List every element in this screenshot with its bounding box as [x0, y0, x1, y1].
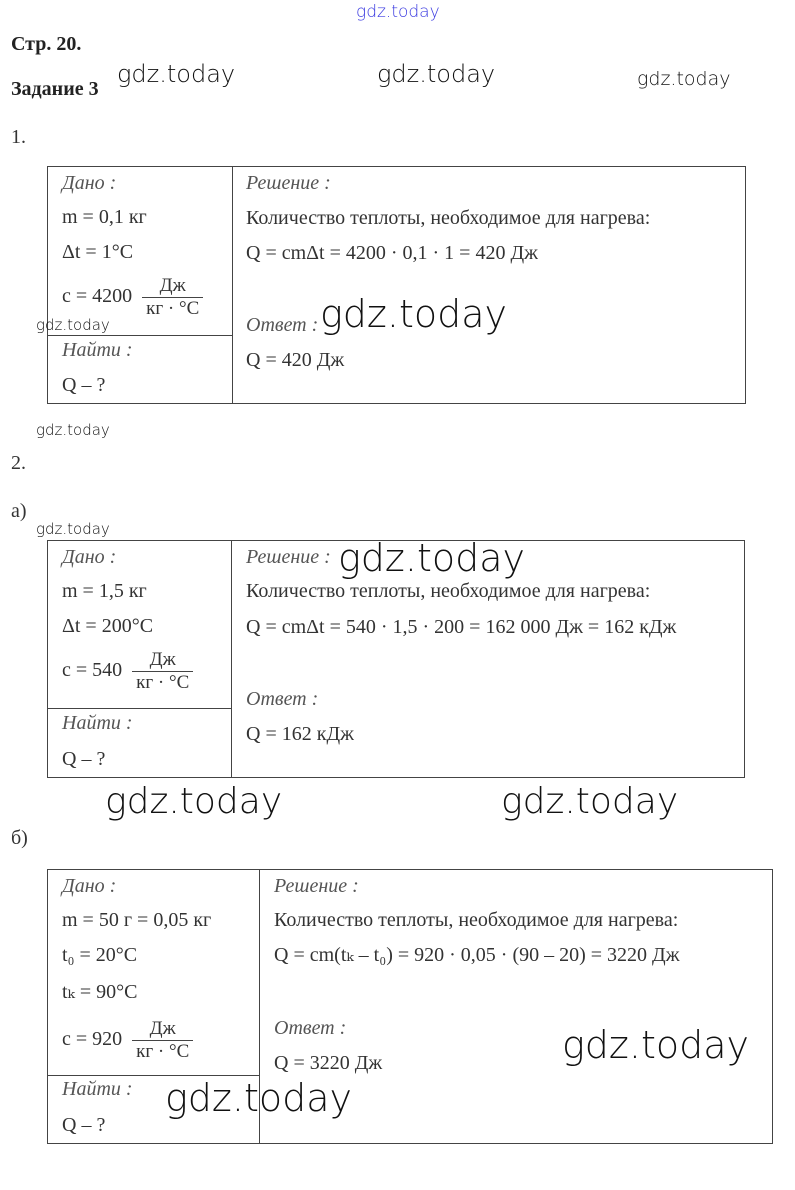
solution-label: Решение : [274, 875, 359, 897]
c-value: c = 4200 [62, 285, 133, 308]
given-item: t₀ = 20°C [62, 944, 138, 966]
given-item: m = 1,5 кг [62, 580, 147, 602]
subproblem-label: а) [11, 500, 27, 522]
find-value: Q – ? [62, 1114, 106, 1136]
given-item: m = 50 г = 0,05 кг [62, 909, 212, 931]
unit-numerator: Дж [132, 649, 193, 672]
solution-text: Количество теплоты, необходимое для нагрева: [246, 207, 651, 229]
unit-numerator: Дж [132, 1018, 193, 1041]
problem-1-table [47, 166, 746, 404]
problem-2b-table [47, 869, 773, 1144]
watermark: gdz.today [36, 421, 110, 439]
watermark: gdz.today [320, 292, 507, 336]
page-number: Стр. 20. [11, 33, 82, 55]
formula: Q = cm(tₖ – t₀) = 920 · 0,05 · (90 – 20) = 3220 Дж [274, 944, 680, 966]
problem-number: 2. [11, 452, 26, 474]
given-c [62, 649, 193, 694]
answer-value: Q = 162 кДж [246, 723, 354, 745]
watermark: gdz.today [36, 316, 110, 334]
formula: Q = cmΔt = 540 · 1,5 · 200 = 162 000 Дж = 162 кДж [246, 616, 677, 638]
problem-number: 1. [11, 126, 26, 148]
find-value: Q – ? [62, 374, 106, 396]
given-item: m = 0,1 кг [62, 206, 147, 228]
watermark: gdz.today [165, 1076, 352, 1120]
given-label: Дано : [62, 875, 117, 897]
c-value: c = 920 [62, 1028, 123, 1051]
answer-label: Ответ : [246, 688, 319, 710]
unit-denominator: кг · °C [136, 672, 190, 693]
solution-text: Количество теплоты, необходимое для нагрева: [274, 909, 679, 931]
watermark: gdz.today [377, 60, 496, 88]
given-item: Δt = 200°C [62, 615, 154, 637]
watermark: gdz.today [562, 1023, 749, 1067]
answer-label: Ответ : [274, 1017, 347, 1039]
given-label: Дано : [62, 546, 117, 568]
solution-text: Количество теплоты, необходимое для нагрева: [246, 580, 651, 602]
find-value: Q – ? [62, 748, 106, 770]
answer-value: Q = 420 Дж [246, 349, 345, 371]
task-title: Задание 3 [11, 78, 99, 100]
c-value: c = 540 [62, 659, 123, 682]
watermark: gdz.today [356, 2, 440, 22]
subproblem-label: б) [11, 827, 28, 849]
find-label: Найти : [62, 1078, 133, 1100]
answer-value: Q = 3220 Дж [274, 1052, 383, 1074]
unit-denominator: кг · °C [136, 1041, 190, 1062]
unit-denominator: кг · °C [146, 298, 200, 319]
find-label: Найти : [62, 712, 133, 734]
watermark: gdz.today [338, 536, 525, 580]
solution-label: Решение : [246, 172, 331, 194]
find-label: Найти : [62, 339, 133, 361]
given-label: Дано : [62, 172, 117, 194]
watermark: gdz.today [501, 781, 679, 822]
unit-numerator: Дж [142, 275, 203, 298]
watermark: gdz.today [105, 781, 283, 822]
watermark: gdz.today [117, 60, 236, 88]
watermark: gdz.today [637, 68, 731, 90]
given-item: Δt = 1°C [62, 241, 134, 263]
formula: Q = cmΔt = 4200 · 0,1 · 1 = 420 Дж [246, 242, 538, 264]
given-item: tₖ = 90°C [62, 981, 138, 1003]
solution-label: Решение : [246, 546, 331, 568]
given-c [62, 1018, 193, 1063]
given-c [62, 275, 203, 320]
answer-label: Ответ : [246, 314, 319, 336]
watermark: gdz.today [36, 520, 110, 538]
